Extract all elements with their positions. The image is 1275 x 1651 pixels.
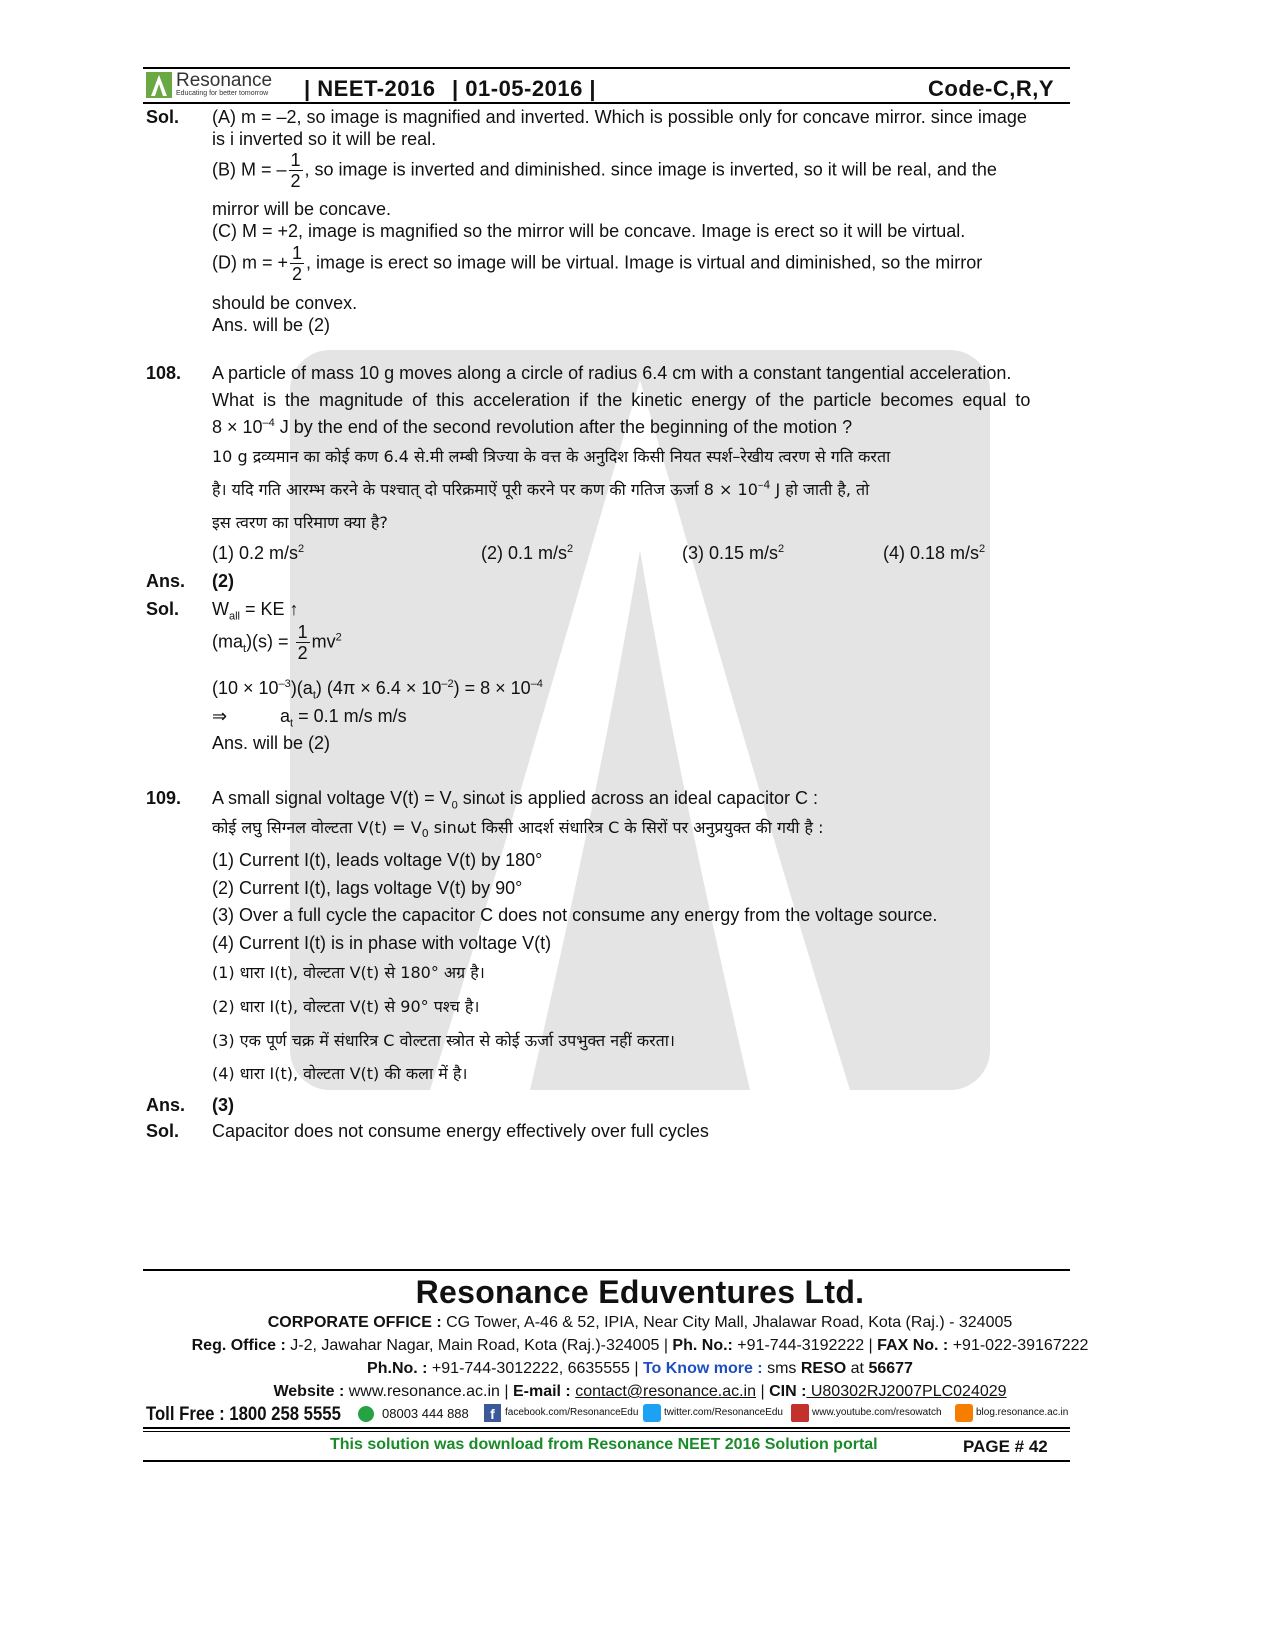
cin-text: U80302RJ2007PLC024029 (806, 1383, 1007, 1400)
sol-b-line2: mirror will be concave. (212, 199, 392, 219)
q108-sol-line3 (212, 677, 543, 702)
text-part: है। यदि गति आरम्भ करने के पश्चात् दो परिक्रमाऐं पूरी करने पर कण की गतिज ऊर्जा 8 × 10 (212, 480, 758, 499)
sol-d-fraction (290, 243, 304, 284)
question-number: 109. (146, 788, 182, 808)
q108-hi-line1: 10 g द्रव्यमान का कोई कण 6.4 से.मी लम्बी त्रिज्या के वत्त के अनुदिश किसी नियत स्पर्श–रेखीय त्वरण से गति करता (212, 447, 891, 466)
sol-b-line (212, 150, 997, 191)
sol-c-line: (C) M = +2, image is magnified so the mirror will be concave. Image is erect so it will be virtual. (212, 221, 966, 241)
q109-option-en-1: (1) Current I(t), leads voltage V(t) by 180° (212, 850, 543, 870)
sol-b-pre: (B) M = – (212, 159, 287, 180)
subscript: t (243, 642, 247, 655)
company-name: Resonance Eduventures Ltd. (415, 1274, 865, 1310)
text-part: (10 × 10 (212, 678, 279, 698)
corporate-office-label: CORPORATE OFFICE : (267, 1314, 442, 1331)
option-text: (3) 0.15 m/s (682, 543, 779, 563)
footer-mid-rule (143, 1427, 1070, 1429)
reg-office-line (150, 1337, 1130, 1355)
phone-text: +91-744-3192222 | (732, 1337, 878, 1354)
sol-d-line (212, 243, 982, 284)
facebook-link[interactable]: facebook.com/ResonanceEdu (505, 1407, 639, 1418)
corporate-office-text: CG Tower, A-46 & 52, IPIA, Near City Mall, Jhalawar Road, Kota (Raj.) - 324005 (441, 1314, 1013, 1331)
sol-b-fraction (289, 150, 303, 191)
know-more-label: To Know more : (642, 1360, 763, 1377)
superscript: 2 (567, 543, 574, 555)
q108-en-line1: A particle of mass 10 g moves along a circle of radius 6.4 cm with a constant tangential acceleration. (212, 363, 1012, 383)
q108-en-line3 (212, 416, 852, 438)
sol-label: Sol. (146, 599, 180, 619)
logo-mark-icon (146, 72, 172, 98)
phone2-label: Ph.No. : (367, 1360, 428, 1377)
cin-label: CIN : (769, 1383, 807, 1400)
q108-sol-answer: Ans. will be (2) (212, 733, 331, 753)
option-text: (2) 0.1 m/s (481, 543, 568, 563)
q108-option-1 (212, 542, 304, 564)
text-part: )(s) = (246, 631, 294, 652)
sol-d-post: , image is erect so image will be virtual. Image is virtual and diminished, so the mirror (306, 252, 983, 273)
text-part: ) (4π × 6.4 × 10 (315, 678, 442, 698)
header-date: | 01-05-2016 | (452, 76, 597, 101)
text-part: ) = 8 × 10 (453, 678, 531, 698)
q108-sol-line1 (212, 598, 299, 623)
q109-sol-text: Capacitor does not consume energy effectively over full cycles (212, 1121, 709, 1141)
text-part: W (212, 599, 229, 619)
q108-sol-line4 (280, 705, 407, 730)
sms-number: 56677 (868, 1360, 913, 1377)
phone2-line (150, 1360, 1130, 1378)
text-part: = KE ↑ (240, 599, 299, 619)
header-code: Code-C,R,Y (928, 76, 1054, 101)
fraction-denominator: 2 (290, 171, 301, 191)
sol-a-line2: is i inverted so it will be real. (212, 129, 437, 149)
sol-d-line2: should be convex. (212, 293, 358, 313)
email-label: E-mail : (512, 1383, 571, 1400)
fraction-numerator: 1 (297, 622, 308, 642)
ans-value: (2) (212, 571, 234, 591)
text-part: 8 × 10 (212, 417, 263, 437)
youtube-icon (791, 1404, 809, 1422)
logo-text: Resonance (176, 70, 273, 91)
implies-arrow-icon: ⇒ (212, 706, 228, 726)
text-part: mv (311, 631, 336, 652)
sol-d-pre: (D) m = + (212, 252, 289, 273)
youtube-link[interactable]: www.youtube.com/resowatch (812, 1407, 942, 1418)
superscript: 2 (979, 543, 986, 555)
fax-text: +91-022-39167222 (948, 1337, 1089, 1354)
phone-label: Ph. No.: (672, 1337, 733, 1354)
q109-hi-line (212, 817, 824, 839)
blog-icon (955, 1404, 973, 1422)
question-number: 108. (146, 363, 182, 383)
know-more-text: sms (762, 1360, 801, 1377)
phone2-text: +91-744-3012222, 6635555 | (427, 1360, 643, 1377)
ans-label: Ans. (146, 571, 186, 591)
fraction-numerator: 1 (292, 243, 303, 263)
text-part: A small signal voltage V(t) = V (212, 788, 452, 808)
text-part: (ma (212, 631, 243, 652)
fraction-denominator: 2 (297, 643, 308, 663)
page-number: PAGE # 42 (963, 1437, 1048, 1456)
toll-free: Toll Free : 1800 258 5555 (146, 1404, 341, 1425)
text-part: sinωt किसी आदर्श संधारित्र C के सिरों पर अनुप्रयुक्त की गयी है : (428, 818, 824, 837)
subscript: all (229, 610, 241, 623)
option-text: (4) 0.18 m/s (883, 543, 980, 563)
q109-option-hi-1: (1) धारा I(t), वोल्टता V(t) से 180° अग्र है। (212, 963, 485, 982)
q109-option-en-3: (3) Over a full cycle the capacitor C does not consume any energy from the voltage source. (212, 905, 938, 925)
footer-bottom-rule (143, 1460, 1070, 1462)
q108-option-2 (481, 542, 573, 564)
portal-note: This solution was download from Resonance NEET 2016 Solution portal (330, 1436, 878, 1453)
text-part: कोई लघु सिग्नल वोल्टता V(t) = V (212, 818, 422, 837)
facebook-icon: f (484, 1404, 501, 1422)
q109-option-en-2: (2) Current I(t), lags voltage V(t) by 90° (212, 878, 523, 898)
q108-option-3 (682, 542, 784, 564)
text-part: J by the end of the second revolution after the beginning of the motion ? (274, 417, 853, 437)
superscript: –2 (441, 678, 454, 690)
email-link[interactable]: contact@resonance.ac.in (575, 1383, 757, 1400)
q108-en-line2: What is the magnitude of this acceleration if the kinetic energy of the particle becomes equal to (212, 390, 1031, 410)
sms-keyword: RESO (800, 1360, 847, 1377)
q109-option-hi-3: (3) एक पूर्ण चक्र में संधारित्र C वोल्टता स्त्रोत से कोई ऊर्जा उपभुक्त नहीं करता। (212, 1031, 675, 1050)
sol-label: Sol. (146, 1121, 180, 1141)
fraction-denominator: 2 (292, 264, 303, 284)
fax-label: FAX No. : (877, 1337, 949, 1354)
ans-value: (3) (212, 1095, 234, 1115)
superscript: 2 (335, 631, 342, 644)
subscript: t (290, 717, 294, 730)
twitter-link[interactable]: twitter.com/ResonanceEdu (664, 1407, 783, 1418)
superscript: –4 (757, 478, 771, 492)
whatsapp-icon (358, 1406, 374, 1422)
sol-a-line1: (A) m = –2, so image is magnified and inverted. Which is possible only for concave mirror. since image (212, 107, 1027, 127)
subscript: 0 (451, 799, 458, 812)
website-line (150, 1383, 1130, 1401)
subscript: t (312, 689, 316, 702)
text-part: )(a (290, 678, 313, 698)
half-fraction (296, 622, 310, 663)
q108-hi-line2 (212, 479, 869, 501)
sol-label: Sol. (146, 107, 180, 127)
text-part: = 0.1 m/s m/s (293, 706, 407, 726)
option-text: (1) 0.2 m/s (212, 543, 299, 563)
text-part: at (846, 1360, 869, 1377)
subscript: 0 (421, 827, 429, 841)
sol-b-post: , so image is inverted and diminished. since image is inverted, so it will be real, and the (304, 159, 997, 180)
twitter-icon (643, 1404, 661, 1422)
q109-option-hi-4: (4) धारा I(t), वोल्टता V(t) की कला में है। (212, 1064, 468, 1083)
q108-hi-line3: इस त्वरण का परिमाण क्या है? (212, 513, 388, 532)
website-link[interactable]: www.resonance.ac.in | (344, 1383, 513, 1400)
fraction-numerator: 1 (290, 150, 301, 170)
reg-office-label: Reg. Office : (191, 1337, 286, 1354)
ans-label: Ans. (146, 1095, 186, 1115)
website-label: Website : (273, 1383, 345, 1400)
corporate-office-line (150, 1314, 1130, 1332)
q108-sol-line2 (212, 622, 342, 663)
q109-option-hi-2: (2) धारा I(t), वोल्टता V(t) से 90° पश्च है। (212, 997, 480, 1016)
q109-en-line (212, 787, 818, 812)
logo-tagline: Educating for better tomorrow (176, 90, 269, 97)
text-part: sinωt is applied across an ideal capacitor C : (457, 788, 818, 808)
superscript: –3 (278, 678, 291, 690)
header-exam: | NEET-2016 (304, 76, 436, 101)
header-bottom-rule (143, 102, 1070, 104)
separator: | (756, 1383, 770, 1400)
superscript: –4 (262, 417, 275, 429)
superscript: –4 (530, 678, 543, 690)
superscript: 2 (778, 543, 785, 555)
whatsapp-number: 08003 444 888 (382, 1406, 469, 1421)
q108-option-4 (883, 542, 985, 564)
footer-top-rule (143, 1269, 1070, 1271)
footer-mid-rule-thin (143, 1431, 1070, 1432)
sol-answer: Ans. will be (2) (212, 315, 331, 335)
header-top-rule (143, 67, 1070, 69)
q109-option-en-4: (4) Current I(t) is in phase with voltage V(t) (212, 933, 552, 953)
blog-link[interactable]: blog.resonance.ac.in (976, 1407, 1069, 1418)
text-part: J हो जाती है, तो (770, 480, 870, 499)
text-part: a (280, 706, 291, 726)
superscript: 2 (298, 543, 305, 555)
reg-office-text: J-2, Jawahar Nagar, Main Road, Kota (Raj.)-324005 | (285, 1337, 673, 1354)
